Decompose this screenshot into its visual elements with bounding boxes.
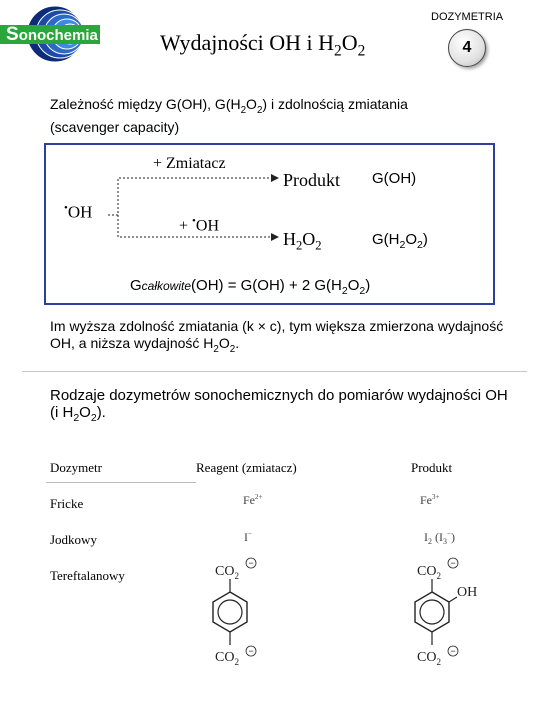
total-yield-formula: Gcałkowite(OH) = G(OH) + 2 $G(H_2O_2)$: [130, 277, 371, 297]
reaction-scheme-box: [44, 143, 495, 305]
section-label: DOZYMETRIA: [431, 11, 504, 23]
table-header-product: Produkt: [411, 460, 453, 475]
hydrogen-peroxide-label: $H_2O_2$: [283, 229, 322, 253]
iodide-product: $I_2$ $(I_3^-)$: [424, 530, 455, 546]
table-header-reagent: Reagent (zmiatacz): [196, 460, 297, 475]
charge-sign-top: −: [450, 558, 456, 568]
top-carboxylate-label: $CO_2$: [417, 564, 441, 581]
scavenger-label: + Zmiatacz: [153, 155, 226, 172]
iodide-reagent: I−: [244, 530, 252, 544]
slide-number-badge: 4: [448, 29, 486, 67]
product-label: Produkt: [283, 170, 341, 190]
charge-sign-top: −: [248, 558, 254, 568]
fricke-product: $Fe^{3+}$: [420, 493, 440, 507]
terephthalate-structure: [210, 555, 310, 670]
bottom-carboxylate-label: $CO_2$: [417, 650, 441, 667]
section-heading-dosimeters: Rodzaje dozymetrów sonochemicznych do pomiarów wydajności OH (i $H_2O_2$).: [50, 387, 508, 424]
charge-sign-bottom: −: [450, 646, 456, 656]
table-header-dosimeter: Dozymetr: [50, 460, 102, 475]
bottom-carboxylate-label: $CO_2$: [215, 650, 239, 667]
table-row-name-fricke: Fricke: [50, 496, 84, 511]
fricke-reagent: $Fe^{2+}$: [243, 493, 263, 507]
charge-sign-bottom: −: [248, 646, 254, 656]
logo-text: Sonochemia: [6, 24, 98, 45]
section-divider: [22, 371, 527, 372]
scavenging-paragraph: Im wyższa zdolność zmiatania (k × c), tym większa zmierzona wydajność OH, a niższa wydajność $H_2O_2$.: [50, 318, 504, 355]
section-heading-dependence: Zależność między G(OH), $G(H_2O_2)$ i zdolnością zmiatania (scavenger capacity): [50, 96, 408, 135]
page-title: Wydajności OH i $H_2O_2$: [160, 30, 366, 60]
oh-radical-label: •OH: [64, 202, 93, 222]
table-row-name-terephthalate: Tereftalanowy: [50, 568, 125, 583]
plus-oh-radical-label: + •OH: [179, 215, 219, 235]
hydroxyl-label: OH: [457, 585, 478, 600]
goh-label: G(OH): [372, 170, 417, 187]
hydroxyterephthalate-structure: [400, 555, 510, 670]
top-carboxylate-label: $CO_2$: [215, 564, 239, 581]
table-row-name-iodide: Jodkowy: [50, 532, 97, 547]
table-header-rule: [46, 482, 196, 483]
gh2o2-label: $G(H_2O_2)$: [372, 231, 428, 251]
